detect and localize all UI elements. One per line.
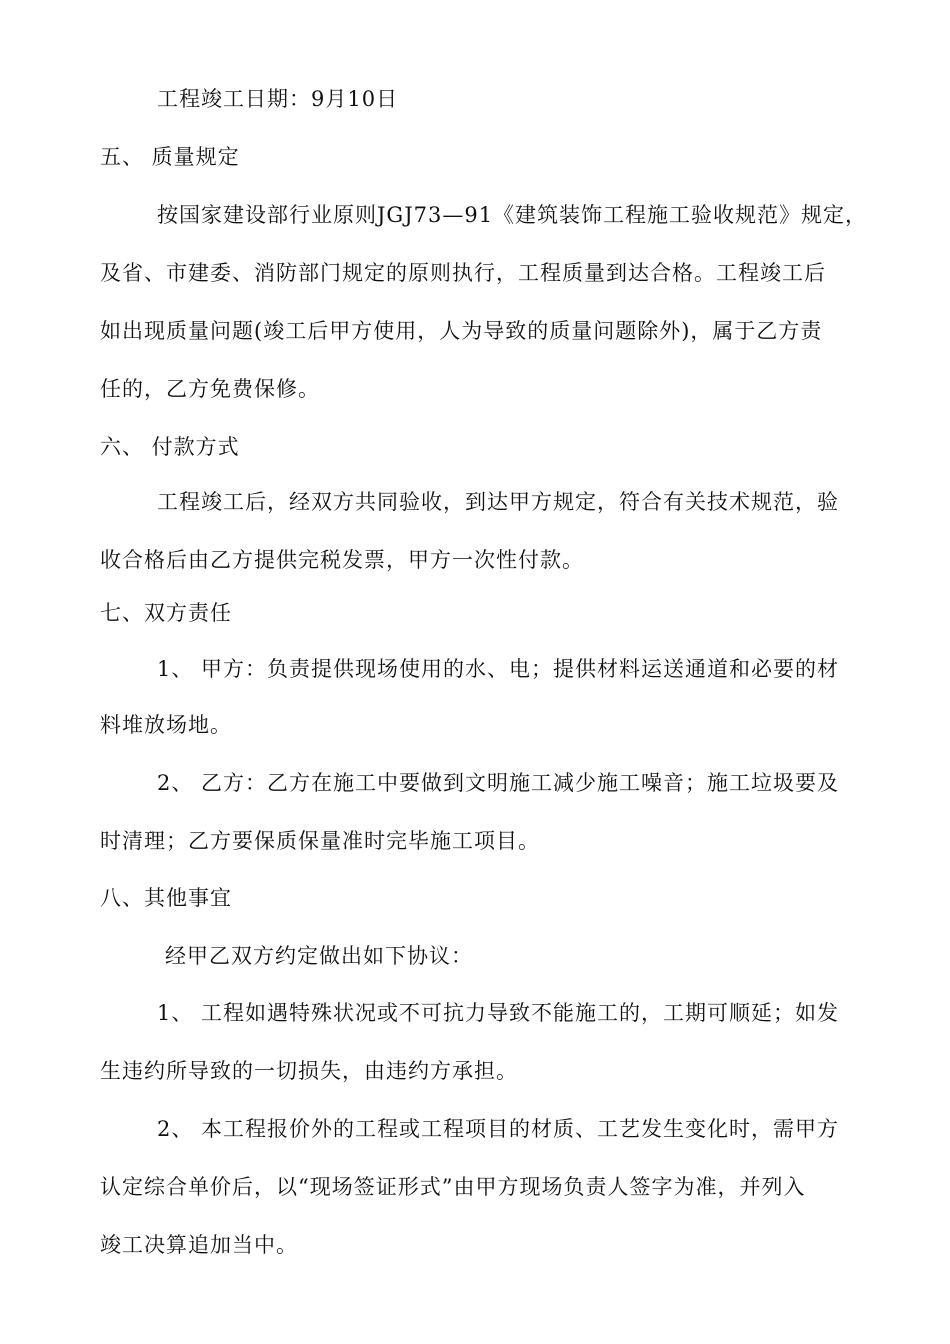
- list-item-line: 竣工决算追加当中。: [100, 1233, 298, 1257]
- completion-date-line: 工程竣工日期：9月10日: [157, 87, 399, 111]
- paragraph-line: 经甲乙双方约定做出如下协议：: [165, 944, 473, 968]
- list-item-line: 料堆放场地。: [100, 713, 232, 737]
- paragraph-line: 工程竣工后，经双方共同验收，到达甲方规定，符合有关技术规范，验: [157, 490, 839, 514]
- section-heading-payment: 六、 付款方式: [100, 435, 240, 459]
- list-item-line: 1、 甲方：负责提供现场使用的水、电；提供材料运送通道和必要的材: [157, 657, 840, 681]
- section-heading-responsibilities: 七、双方责任: [100, 601, 232, 625]
- paragraph-line: 及省、市建委、消防部门规定的原则执行，工程质量到达合格。工程竣工后: [100, 261, 826, 285]
- list-item-line: 生违约所导致的一切损失，由违约方承担。: [100, 1059, 518, 1083]
- paragraph-line: 任的，乙方免费保修。: [100, 377, 320, 401]
- paragraph-line: 按国家建设部行业原则JGJ73—91《建筑装饰工程施工验收规范》规定，: [157, 203, 868, 227]
- section-heading-quality: 五、 质量规定: [100, 145, 240, 169]
- list-item-line: 1、 工程如遇特殊状况或不可抗力导致不能施工的，工期可顺延；如发: [157, 1001, 840, 1025]
- list-item-line: 认定综合单价后，以“现场签证形式”由甲方现场负责人签字为准，并列入: [100, 1175, 806, 1199]
- paragraph-line: 如出现质量问题(竣工后甲方使用，人为导致的质量问题除外)，属于乙方责: [100, 319, 823, 343]
- list-item-line: 时清理；乙方要保质保量准时完毕施工项目。: [100, 829, 540, 853]
- list-item-line: 2、 本工程报价外的工程或工程项目的材质、工艺发生变化时，需甲方: [157, 1117, 840, 1141]
- list-item-line: 2、 乙方：乙方在施工中要做到文明施工减少施工噪音；施工垃圾要及: [157, 771, 840, 795]
- paragraph-line: 收合格后由乙方提供完税发票，甲方一次性付款。: [100, 548, 584, 572]
- section-heading-other: 八、其他事宜: [100, 886, 232, 910]
